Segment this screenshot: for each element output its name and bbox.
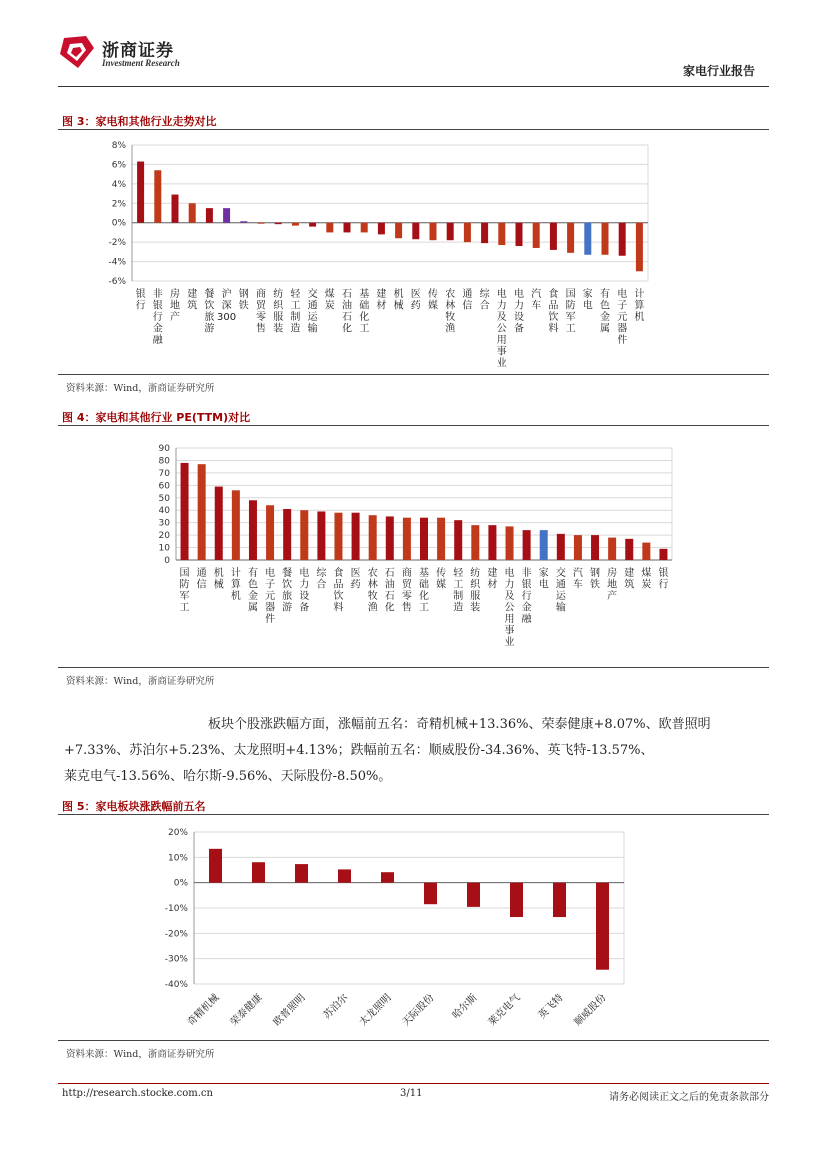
bar-电力设备 bbox=[516, 223, 523, 246]
x-tick-label: 电子元器件 bbox=[265, 568, 276, 625]
bar-餐饮旅游 bbox=[283, 509, 291, 560]
bar-农林牧渔 bbox=[447, 223, 454, 240]
x-tick-label: 电力设备 bbox=[514, 289, 524, 335]
x-tick-label: 国防军工 bbox=[179, 568, 190, 614]
page-header bbox=[0, 0, 827, 90]
y-tick-label: 90 bbox=[158, 444, 170, 454]
y-tick-label: 20% bbox=[167, 828, 188, 838]
bar-顺威股份 bbox=[596, 883, 609, 970]
bar-计算机 bbox=[232, 490, 240, 560]
bar-电力及公用事业 bbox=[506, 526, 514, 560]
x-tick-label: 建材 bbox=[376, 289, 387, 312]
x-tick-label: 机械 bbox=[393, 289, 404, 312]
bar-通信 bbox=[464, 223, 471, 242]
x-tick-label: 钢铁 bbox=[238, 289, 249, 312]
bar-钢铁 bbox=[240, 221, 247, 222]
x-tick-label: 银行 bbox=[658, 568, 669, 591]
x-tick-label: 天际股份 bbox=[400, 992, 437, 1029]
bar-汽车 bbox=[533, 223, 540, 248]
x-tick-label: 房地产 bbox=[170, 289, 180, 323]
x-tick-label: 石油石化 bbox=[384, 568, 395, 614]
bar-银行 bbox=[659, 549, 667, 560]
bar-国防军工 bbox=[181, 463, 189, 560]
bar-建材 bbox=[378, 223, 385, 235]
figure-4-title: 图 4：家电和其他行业 PE(TTM)对比 bbox=[62, 411, 251, 424]
figure-4-chart bbox=[140, 438, 680, 658]
report-title: 家电行业报告 bbox=[682, 64, 755, 78]
y-tick-label: 0% bbox=[111, 218, 126, 229]
x-tick-label: 荣泰健康 bbox=[228, 992, 265, 1029]
x-tick-label: 汽车 bbox=[531, 289, 542, 312]
x-tick-label: 传媒 bbox=[428, 289, 438, 312]
x-tick-label: 农林牧渔 bbox=[445, 289, 456, 335]
x-tick-label: 电力及公用事业 bbox=[496, 289, 507, 369]
x-tick-label: 通信 bbox=[196, 568, 207, 591]
bar-食品饮料 bbox=[334, 513, 342, 560]
x-tick-label: 计算机 bbox=[634, 289, 645, 323]
y-tick-label: -40% bbox=[164, 980, 188, 990]
x-tick-label: 非银行金融 bbox=[521, 568, 532, 625]
bar-国防军工 bbox=[567, 223, 574, 253]
x-tick-label: 非银行金融 bbox=[152, 289, 163, 346]
bar-英飞特 bbox=[553, 883, 566, 917]
y-tick-label: 10 bbox=[158, 543, 170, 554]
figure-3-chart bbox=[100, 135, 660, 375]
logo-icon bbox=[56, 34, 98, 70]
figure-4-top-rule bbox=[58, 425, 769, 426]
bar-餐饮旅游 bbox=[206, 208, 213, 223]
x-tick-label: 顺威股份 bbox=[572, 992, 609, 1029]
bar-基础化工 bbox=[420, 518, 428, 560]
x-tick-label: 家电 bbox=[582, 289, 593, 312]
bar-有色金属 bbox=[602, 223, 609, 255]
figure-5-top-rule bbox=[58, 814, 769, 815]
x-tick-label: 莱克电气 bbox=[486, 992, 523, 1029]
bar-家电 bbox=[584, 223, 591, 255]
x-tick-label: 建筑 bbox=[624, 568, 635, 591]
bar-传媒 bbox=[437, 518, 445, 560]
bar-苏泊尔 bbox=[338, 869, 351, 882]
figure-3-title: 图 3：家电和其他行业走势对比 bbox=[62, 115, 217, 128]
x-tick-label: 纺织服装 bbox=[470, 568, 481, 614]
x-tick-label: 商贸零售 bbox=[401, 568, 412, 614]
x-tick-label: 建筑 bbox=[187, 289, 198, 312]
y-tick-label: -20% bbox=[164, 929, 188, 940]
bar-轻工制造 bbox=[292, 223, 299, 226]
x-tick-label: 太龙照明 bbox=[357, 992, 394, 1029]
x-tick-label: 机械 bbox=[213, 568, 224, 591]
bar-农林牧渔 bbox=[369, 515, 377, 560]
x-tick-label: 传媒 bbox=[436, 568, 447, 591]
x-tick-label: 有色金属 bbox=[600, 289, 610, 335]
bar-非银行金融 bbox=[523, 530, 531, 560]
bar-电力设备 bbox=[300, 510, 308, 560]
figure-3-source: 资料来源：Wind，浙商证券研究所 bbox=[66, 383, 215, 394]
bar-煤炭 bbox=[642, 543, 650, 560]
bar-汽车 bbox=[574, 535, 582, 560]
bar-奇精机械 bbox=[209, 849, 222, 883]
x-tick-label: 通信 bbox=[462, 289, 473, 312]
x-tick-label: 有色金属 bbox=[247, 568, 258, 614]
y-tick-label: -4% bbox=[108, 257, 126, 268]
y-tick-label: 30 bbox=[158, 518, 170, 529]
x-tick-label: 食品饮料 bbox=[548, 289, 559, 335]
figure-5-title: 图 5：家电板块涨跌幅前五名 bbox=[62, 800, 206, 813]
x-tick-label: 综合 bbox=[479, 289, 490, 312]
y-tick-label: 4% bbox=[111, 179, 126, 190]
bar-建筑 bbox=[625, 539, 633, 560]
figure-3-bottom-rule bbox=[58, 374, 769, 375]
bar-机械 bbox=[395, 223, 402, 239]
figure-4-source: 资料来源：Wind，浙商证券研究所 bbox=[66, 676, 215, 687]
bar-交通运输 bbox=[309, 223, 316, 227]
bar-医药 bbox=[352, 513, 360, 560]
y-tick-label: 80 bbox=[158, 456, 170, 467]
footer-url: http://research.stocke.com.cn bbox=[62, 1088, 213, 1099]
x-tick-label: 煤炭 bbox=[641, 568, 652, 591]
figure-5-bottom-rule bbox=[58, 1040, 769, 1041]
header-divider bbox=[58, 86, 769, 87]
x-tick-label: 交通运输 bbox=[307, 289, 318, 335]
x-tick-label: 汽车 bbox=[572, 568, 583, 591]
y-tick-label: 60 bbox=[158, 481, 170, 492]
bar-家电 bbox=[540, 530, 548, 560]
x-tick-label: 轻工制造 bbox=[453, 568, 464, 614]
brand-subtitle: Investment Research bbox=[102, 58, 180, 68]
x-tick-label: 石油石化 bbox=[342, 289, 352, 335]
paragraph-line-1: 板块个股涨跌幅方面，涨幅前五名：奇精机械+13.36%、荣泰健康+8.07%、欧普照明 bbox=[208, 717, 711, 732]
bar-基础化工 bbox=[361, 223, 368, 233]
x-tick-label: 电力设备 bbox=[299, 568, 310, 614]
bar-食品饮料 bbox=[550, 223, 557, 250]
x-tick-label: 农林牧渔 bbox=[367, 568, 378, 614]
y-tick-label: -6% bbox=[108, 277, 126, 287]
x-tick-label: 医药 bbox=[410, 289, 421, 312]
figure-5-source: 资料来源：Wind，浙商证券研究所 bbox=[66, 1049, 215, 1060]
bar-哈尔斯 bbox=[467, 883, 480, 907]
y-tick-label: -10% bbox=[164, 904, 188, 914]
bar-通信 bbox=[198, 464, 206, 560]
bar-欧普照明 bbox=[295, 864, 308, 883]
bar-钢铁 bbox=[591, 535, 599, 560]
y-tick-label: 40 bbox=[158, 506, 170, 517]
figure-4-bottom-rule bbox=[58, 667, 769, 668]
bar-商贸零售 bbox=[258, 223, 265, 224]
x-tick-label: 钢铁 bbox=[590, 568, 601, 591]
x-tick-label: 电力及公用事业 bbox=[504, 568, 515, 648]
x-tick-label: 计算机 bbox=[230, 568, 241, 602]
x-tick-label: 餐饮旅游 bbox=[204, 289, 215, 335]
bar-商贸零售 bbox=[403, 518, 411, 560]
y-tick-label: 0 bbox=[164, 556, 170, 566]
x-tick-label: 国防军工 bbox=[565, 289, 576, 335]
x-tick-label: 餐饮旅游 bbox=[282, 568, 293, 614]
bar-建筑 bbox=[189, 203, 196, 222]
page-number: 3/11 bbox=[400, 1088, 423, 1099]
bar-非银行金融 bbox=[154, 170, 161, 222]
x-tick-label: 纺织服装 bbox=[273, 289, 284, 335]
bar-轻工制造 bbox=[454, 520, 462, 560]
x-tick-label: 沪深 300 bbox=[217, 289, 237, 323]
disclaimer-note: 请务必阅读正文之后的免责条款部分 bbox=[609, 1092, 769, 1103]
figure-5-chart bbox=[150, 822, 650, 1042]
bar-天际股份 bbox=[424, 883, 437, 905]
body-paragraph bbox=[64, 712, 764, 790]
y-tick-label: 10% bbox=[167, 853, 188, 864]
bar-纺织服装 bbox=[471, 525, 479, 560]
bar-房地产 bbox=[172, 195, 179, 223]
bar-交通运输 bbox=[557, 534, 565, 560]
x-tick-label: 家电 bbox=[538, 568, 549, 591]
x-tick-label: 英飞特 bbox=[536, 992, 566, 1022]
bar-煤炭 bbox=[326, 223, 333, 233]
x-tick-label: 奇精机械 bbox=[185, 992, 222, 1029]
y-tick-label: 70 bbox=[158, 468, 170, 479]
bar-荣泰健康 bbox=[252, 862, 265, 882]
x-tick-label: 煤炭 bbox=[324, 289, 335, 312]
x-tick-label: 银行 bbox=[135, 289, 146, 312]
bar-电子元器件 bbox=[619, 223, 626, 256]
footer-divider bbox=[58, 1083, 769, 1084]
paragraph-line-2: +7.33%、苏泊尔+5.23%、太龙照明+4.13%；跌幅前五名：顺威股份-34.36%、英飞特-13.57%、 bbox=[64, 743, 654, 758]
x-tick-label: 医药 bbox=[350, 568, 361, 591]
y-tick-label: 6% bbox=[111, 160, 126, 171]
x-tick-label: 欧普照明 bbox=[271, 992, 308, 1029]
bar-电力及公用事业 bbox=[498, 223, 505, 245]
x-tick-label: 苏泊尔 bbox=[321, 992, 351, 1022]
bar-机械 bbox=[215, 487, 223, 560]
bar-沪深300 bbox=[223, 208, 230, 223]
brand-name: 浙商证券 bbox=[102, 41, 174, 61]
bar-纺织服装 bbox=[275, 223, 282, 224]
y-tick-label: -30% bbox=[164, 954, 188, 965]
x-tick-label: 建材 bbox=[487, 568, 498, 591]
bar-莱克电气 bbox=[510, 883, 523, 917]
y-tick-label: 20 bbox=[158, 531, 170, 542]
bar-石油石化 bbox=[344, 223, 351, 233]
bar-有色金属 bbox=[249, 500, 257, 560]
x-tick-label: 交通运输 bbox=[555, 568, 566, 614]
x-tick-label: 综合 bbox=[316, 568, 327, 591]
bar-传媒 bbox=[430, 223, 437, 240]
y-tick-label: 8% bbox=[111, 141, 126, 151]
x-tick-label: 房地产 bbox=[607, 568, 618, 602]
y-tick-label: 0% bbox=[173, 878, 188, 889]
paragraph-line-3: 莱克电气-13.56%、哈尔斯-9.56%、天际股份-8.50%。 bbox=[64, 769, 392, 784]
bar-计算机 bbox=[636, 223, 643, 272]
x-tick-label: 基础化工 bbox=[359, 289, 370, 335]
x-tick-label: 哈尔斯 bbox=[450, 992, 480, 1022]
bar-综合 bbox=[481, 223, 488, 243]
bar-医药 bbox=[412, 223, 419, 240]
y-tick-label: 2% bbox=[111, 199, 126, 210]
x-tick-label: 轻工制造 bbox=[290, 289, 301, 335]
bar-石油石化 bbox=[386, 516, 394, 560]
x-tick-label: 商贸零售 bbox=[256, 289, 266, 335]
x-tick-label: 基础化工 bbox=[419, 568, 429, 614]
bar-综合 bbox=[317, 511, 325, 560]
y-tick-label: -2% bbox=[108, 238, 126, 249]
bar-银行 bbox=[137, 162, 144, 223]
bar-太龙照明 bbox=[381, 872, 394, 882]
x-tick-label: 电子元器件 bbox=[617, 289, 628, 346]
y-tick-label: 50 bbox=[158, 493, 170, 504]
figure-3-top-rule bbox=[58, 129, 769, 130]
bar-电子元器件 bbox=[266, 505, 274, 560]
bar-建材 bbox=[488, 525, 496, 560]
bar-房地产 bbox=[608, 538, 616, 560]
x-tick-label: 食品饮料 bbox=[333, 568, 344, 614]
